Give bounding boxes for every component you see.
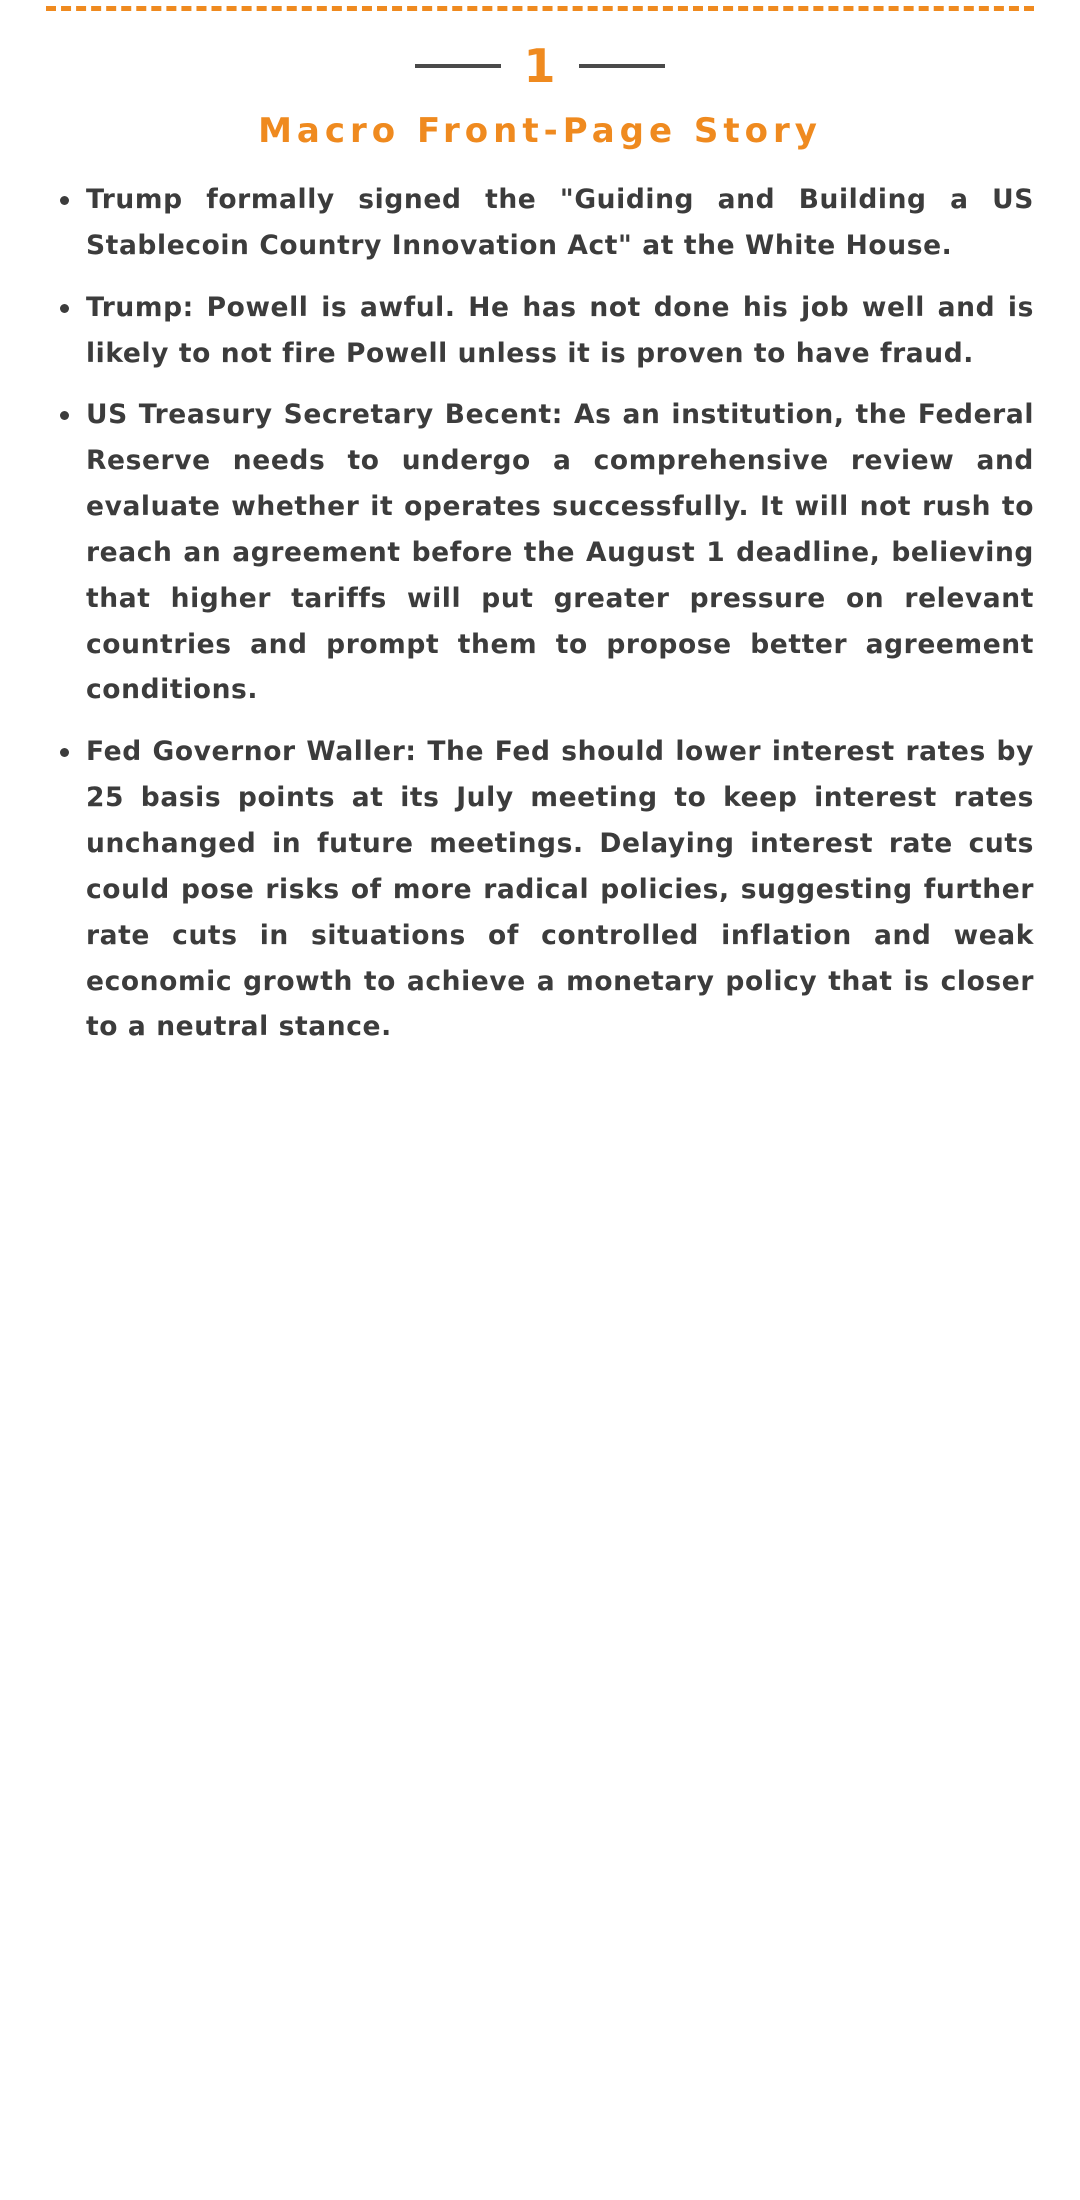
section-title: Macro Front-Page Story: [258, 111, 822, 151]
rule-left-icon: [415, 64, 501, 68]
rule-right-icon: [579, 64, 665, 68]
list-item: US Treasury Secretary Becent: As an institution, the Federal Reserve needs to undergo a comprehensive review and evaluate whether it operates successfully. It will not rush to reach an agreement before the August 1 deadline, believing that higher tariffs will put greater pressure on relevant countries and prompt them to propose better agreement conditions.: [46, 392, 1034, 713]
article-page: [0, 6, 1080, 2200]
section-number: 1: [523, 39, 557, 93]
bullet-list: [46, 177, 1034, 1050]
list-item: Trump: Powell is awful. He has not done his job well and is likely to not fire Powell unless it is proven to have fraud.: [46, 285, 1034, 377]
dashed-divider-top: [46, 6, 1034, 21]
section-number-row: [46, 39, 1034, 93]
list-item: Trump formally signed the "Guiding and Building a US Stablecoin Country Innovation Act" at the White House.: [46, 177, 1034, 269]
list-item: Fed Governor Waller: The Fed should lower interest rates by 25 basis points at its July meeting to keep interest rates unchanged in future meetings. Delaying interest rate cuts could pose risks of more radical policies, suggesting further rate cuts in situations of controlled inflation and weak economic growth to achieve a monetary policy that is closer to a neutral stance.: [46, 729, 1034, 1050]
